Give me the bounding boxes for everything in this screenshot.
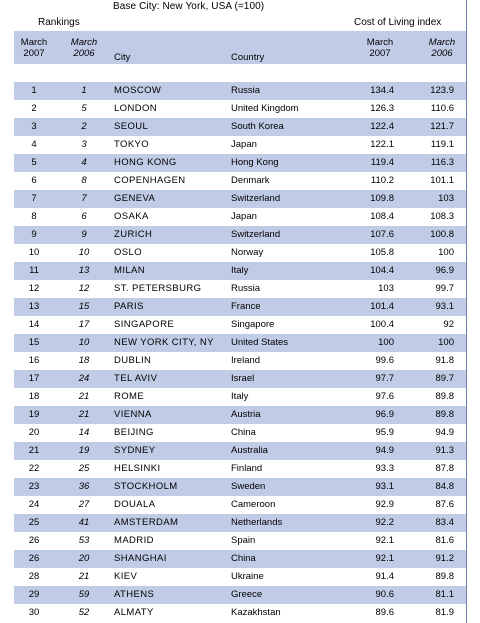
table-row: [14, 100, 466, 118]
country-name: Russia: [231, 283, 261, 294]
index-2006: 81.6: [435, 535, 454, 546]
rank-2007: 2: [31, 103, 37, 114]
rank-2007: 25: [28, 517, 40, 528]
rank-2007: 24: [28, 499, 40, 510]
city-name: TOKYO: [114, 139, 150, 150]
index-2006: 91.8: [435, 355, 454, 366]
country-name: Singapore: [231, 319, 275, 330]
city-name: MOSCOW: [114, 85, 162, 96]
table-row: [14, 442, 466, 460]
index-2006: 100: [438, 247, 454, 258]
rank-2006: 52: [78, 607, 90, 618]
city-name: OSLO: [114, 247, 142, 258]
city-name: ST. PETERSBURG: [114, 283, 202, 294]
header-rank-march-2007: March 2007: [20, 37, 48, 59]
index-2007: 101.4: [370, 301, 394, 312]
city-name: SYDNEY: [114, 445, 156, 456]
country-name: United Kingdom: [231, 103, 299, 114]
table-row: [14, 118, 466, 136]
rank-2007: 29: [28, 589, 40, 600]
rank-2007: 30: [28, 607, 40, 618]
table-row: [14, 190, 466, 208]
city-name: PARIS: [114, 301, 144, 312]
index-2006: 89.8: [435, 571, 454, 582]
table-row: [14, 460, 466, 478]
table-row: [14, 334, 466, 352]
index-2006: 96.9: [435, 265, 454, 276]
city-name: DOUALA: [114, 499, 156, 510]
header-spacer: [14, 64, 466, 82]
table-row: [14, 316, 466, 334]
rank-2006: 5: [81, 103, 87, 114]
table-row: [14, 244, 466, 262]
rank-2006: 7: [81, 193, 87, 204]
table-row: [14, 226, 466, 244]
index-2006: 103: [438, 193, 454, 204]
rank-2007: 15: [28, 337, 40, 348]
table-row: [14, 352, 466, 370]
table-row: [14, 478, 466, 496]
country-name: Greece: [231, 589, 263, 600]
city-name: VIENNA: [114, 409, 152, 420]
rank-2006: 41: [78, 517, 90, 528]
rank-2006: 25: [78, 463, 90, 474]
country-name: Japan: [231, 139, 257, 150]
rank-2007: 17: [28, 373, 40, 384]
city-name: BEIJING: [114, 427, 154, 438]
table-row: [14, 604, 466, 622]
index-2006: 84.8: [435, 481, 454, 492]
index-2006: 81.9: [435, 607, 454, 618]
country-name: Netherlands: [231, 517, 283, 528]
index-2007: 97.6: [375, 391, 394, 402]
rank-2006: 17: [78, 319, 90, 330]
rank-2006: 53: [78, 535, 90, 546]
city-name: HELSINKI: [114, 463, 161, 474]
table-row: [14, 568, 466, 586]
rank-2007: 11: [29, 265, 39, 276]
rank-2006: 14: [78, 427, 90, 438]
index-2007: 110.2: [370, 175, 394, 186]
index-2006: 121.7: [430, 121, 454, 132]
rank-2006: 36: [78, 481, 90, 492]
index-2007: 105.8: [370, 247, 394, 258]
index-2007: 93.1: [375, 481, 394, 492]
rank-2006: 27: [78, 499, 90, 510]
country-name: Russia: [231, 85, 261, 96]
index-2007: 100: [378, 337, 394, 348]
country-name: Hong Kong: [231, 157, 279, 168]
city-name: KIEV: [114, 571, 138, 582]
rank-2007: 23: [28, 481, 40, 492]
rank-2007: 26: [28, 553, 40, 564]
rank-2007: 4: [31, 139, 37, 150]
rank-2006: 13: [78, 265, 90, 276]
index-2006: 89.7: [435, 373, 454, 384]
rank-2007: 18: [28, 391, 40, 402]
rank-2007: 7: [31, 193, 37, 204]
index-2006: 89.8: [435, 391, 454, 402]
table-row: [14, 280, 466, 298]
index-2007: 122.1: [370, 139, 394, 150]
index-2006: 87.8: [435, 463, 454, 474]
country-name: Austria: [231, 409, 261, 420]
country-name: Kazakhstan: [231, 607, 281, 618]
rank-2007: 3: [31, 121, 37, 132]
table-row: [14, 172, 466, 190]
country-name: France: [231, 301, 261, 312]
index-2006: 83.4: [435, 517, 454, 528]
table-row: [14, 424, 466, 442]
index-2007: 92.1: [375, 535, 394, 546]
index-2006: 93.1: [435, 301, 454, 312]
city-name: HONG KONG: [114, 157, 177, 168]
index-2006: 91.3: [435, 445, 454, 456]
country-name: Switzerland: [231, 229, 281, 240]
city-name: ROME: [114, 391, 145, 402]
country-name: China: [231, 553, 256, 564]
rank-2007: 1: [31, 85, 37, 96]
index-2007: 90.6: [375, 589, 394, 600]
index-2006: 100.8: [430, 229, 454, 240]
table-row: [14, 298, 466, 316]
city-name: OSAKA: [114, 211, 149, 222]
table-row: [14, 82, 466, 100]
index-2006: 89.8: [435, 409, 454, 420]
table-row: [14, 154, 466, 172]
index-2006: 116.3: [430, 157, 454, 168]
header-rank-march-2006: March 2006: [70, 37, 98, 59]
city-name: STOCKHOLM: [114, 481, 178, 492]
rank-2007: 8: [31, 211, 37, 222]
rank-2006: 18: [78, 355, 90, 366]
index-2007: 107.6: [370, 229, 394, 240]
rank-2006: 6: [81, 211, 87, 222]
city-name: SINGAPORE: [114, 319, 175, 330]
cost-of-living-index-label: Cost of Living index: [354, 17, 442, 28]
city-name: MILAN: [114, 265, 146, 276]
table-row: [14, 262, 466, 280]
country-name: Norway: [231, 247, 264, 258]
table-row: [14, 514, 466, 532]
city-name: NEW YORK CITY, NY: [114, 337, 214, 348]
base-city-note: Base City: New York, USA (=100): [113, 1, 265, 12]
rank-2007: 20: [28, 427, 40, 438]
city-name: SHANGHAI: [114, 553, 167, 564]
city-name: DUBLIN: [114, 355, 152, 366]
index-2007: 99.6: [375, 355, 394, 366]
index-2007: 126.3: [370, 103, 394, 114]
rank-2006: 12: [78, 283, 90, 294]
index-2007: 109.8: [370, 193, 394, 204]
rank-2006: 8: [81, 175, 87, 186]
rank-2006: 9: [81, 229, 87, 240]
table-row: [14, 136, 466, 154]
city-name: GENEVA: [114, 193, 156, 204]
country-name: Australia: [231, 445, 268, 456]
country-name: Ireland: [231, 355, 261, 366]
rank-2007: 22: [28, 463, 40, 474]
rank-2006: 24: [78, 373, 90, 384]
country-name: Denmark: [231, 175, 270, 186]
cost-of-living-table: [14, 0, 467, 623]
index-2006: 94.9: [435, 427, 454, 438]
index-2007: 92.1: [375, 553, 394, 564]
country-name: Italy: [231, 265, 249, 276]
rank-2006: 59: [78, 589, 90, 600]
country-name: Finland: [231, 463, 263, 474]
rank-2007: 13: [28, 301, 40, 312]
city-name: ZURICH: [114, 229, 153, 240]
index-2006: 101.1: [430, 175, 454, 186]
country-name: Sweden: [231, 481, 266, 492]
country-name: Ukraine: [231, 571, 264, 582]
rank-2006: 21: [78, 391, 90, 402]
country-name: Japan: [231, 211, 257, 222]
rank-2006: 19: [78, 445, 90, 456]
table-header: [14, 31, 466, 64]
index-2007: 100.4: [370, 319, 394, 330]
country-name: Cameroon: [231, 499, 276, 510]
city-name: LONDON: [114, 103, 158, 114]
rank-2006: 4: [81, 157, 87, 168]
country-name: Switzerland: [231, 193, 281, 204]
rank-2007: 10: [28, 247, 40, 258]
index-2006: 110.6: [430, 103, 454, 114]
rank-2006: 21: [78, 409, 90, 420]
rank-2007: 21: [28, 445, 40, 456]
index-2007: 95.9: [375, 427, 394, 438]
index-2006: 81.1: [435, 589, 454, 600]
index-2006: 91.2: [435, 553, 454, 564]
index-2007: 104.4: [370, 265, 394, 276]
rank-2006: 15: [78, 301, 90, 312]
city-name: ATHENS: [114, 589, 155, 600]
table-row: [14, 370, 466, 388]
rankings-label: Rankings: [38, 17, 80, 28]
index-2006: 92: [443, 319, 454, 330]
rank-2007: 9: [31, 229, 37, 240]
index-2007: 92.2: [375, 517, 394, 528]
city-name: AMSTERDAM: [114, 517, 179, 528]
city-name: SEOUL: [114, 121, 149, 132]
rank-2006: 21: [78, 571, 90, 582]
rank-2007: 28: [28, 571, 40, 582]
city-name: COPENHAGEN: [114, 175, 186, 186]
country-name: Italy: [231, 391, 249, 402]
country-name: China: [231, 427, 256, 438]
index-2007: 92.9: [375, 499, 394, 510]
city-name: ALMATY: [114, 607, 154, 618]
index-2007: 93.3: [375, 463, 394, 474]
rank-2007: 26: [28, 535, 40, 546]
rank-2006: 10: [78, 247, 90, 258]
index-2007: 97.7: [375, 373, 394, 384]
index-2006: 87.6: [435, 499, 454, 510]
index-2007: 96.9: [375, 409, 394, 420]
rank-2007: 16: [28, 355, 40, 366]
table-row: [14, 388, 466, 406]
index-2006: 99.7: [435, 283, 454, 294]
rank-2006: 20: [78, 553, 90, 564]
rank-2007: 6: [31, 175, 37, 186]
rank-2007: 19: [28, 409, 40, 420]
index-2007: 103: [378, 283, 394, 294]
index-2007: 89.6: [375, 607, 394, 618]
table-body: [14, 82, 466, 622]
table-row: [14, 496, 466, 514]
index-2007: 122.4: [370, 121, 394, 132]
index-2006: 100: [438, 337, 454, 348]
index-2007: 94.9: [375, 445, 394, 456]
table-row: [14, 586, 466, 604]
index-2007: 91.4: [375, 571, 394, 582]
header-index-march-2007: March 2007: [366, 37, 394, 59]
rank-2006: 2: [81, 121, 87, 132]
index-2006: 108.3: [430, 211, 454, 222]
header-city: City: [114, 52, 131, 63]
header-index-march-2006: March 2006: [428, 37, 456, 59]
rank-2007: 5: [31, 157, 37, 168]
country-name: Israel: [231, 373, 255, 384]
index-2007: 119.4: [370, 157, 394, 168]
country-name: Spain: [231, 535, 256, 546]
index-2006: 119.1: [430, 139, 454, 150]
table-row: [14, 406, 466, 424]
rank-2006: 10: [78, 337, 90, 348]
rank-2006: 1: [81, 85, 87, 96]
rank-2007: 12: [28, 283, 40, 294]
header-country: Country: [231, 52, 265, 63]
table-row: [14, 550, 466, 568]
index-2007: 108.4: [370, 211, 394, 222]
table-row: [14, 532, 466, 550]
country-name: South Korea: [231, 121, 284, 132]
index-2006: 123.9: [430, 85, 454, 96]
rank-2007: 14: [28, 319, 40, 330]
index-2007: 134.4: [370, 85, 394, 96]
city-name: MADRID: [114, 535, 154, 546]
city-name: TEL AVIV: [114, 373, 158, 384]
rank-2006: 3: [81, 139, 87, 150]
table-row: [14, 208, 466, 226]
country-name: United States: [231, 337, 289, 348]
